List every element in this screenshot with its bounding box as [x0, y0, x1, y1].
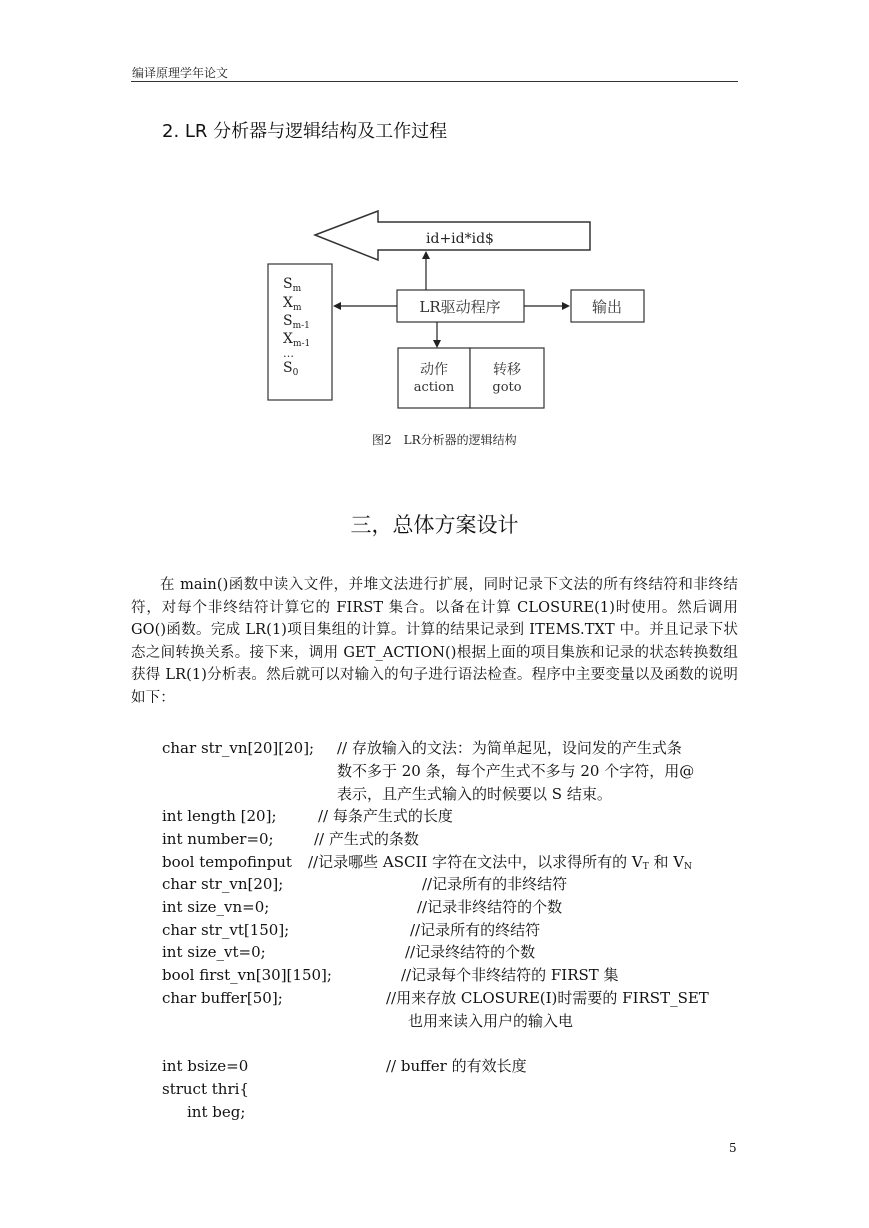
- code-line: bool tempofinput: [162, 853, 292, 871]
- code-comment: //记录非终结符的个数: [417, 898, 563, 916]
- code-comment: // buffer 的有效长度: [386, 1057, 527, 1075]
- goto-label: 转移: [493, 362, 521, 378]
- code-line: char str_vn[20][20];: [162, 739, 315, 757]
- output-label: 输出: [591, 298, 623, 316]
- stack-item-sm1: $S_{m-1}$: [283, 313, 310, 331]
- stack-item-s0: $S_0$: [283, 360, 299, 378]
- running-header: 编译原理学年论文: [132, 66, 229, 80]
- intro-paragraph: 在 main()函数中读入文件，并堆文法进行扩展，同时记录下文法的所有终结符和非终结符，对每个非终结符计算它的 FIRST 集合。以备在计算 CLOSURE(1)时使用。然后调用 GO()函数。完成 LR(1)项目集组的计算。计算的结果记录到 ITEMS.TXT 中。并且记录下状态之间转换关系。接下来，调用 GET_ACTION()根据上面的项目集族和记录的状态转换数组获得 LR(1)分析表。然后就可以对输入的句子进行语法检查。程序中主要变量以及函数的说明如下：: [131, 577, 738, 706]
- section-3-heading: 三，总体方案设计: [350, 513, 519, 537]
- driver-label: LR驱动程序: [419, 298, 501, 316]
- code-line: char str_vn[20];: [162, 875, 284, 893]
- code-line: int size_vn=0;: [162, 898, 270, 916]
- code-line: int number=0;: [162, 830, 274, 848]
- code-comment: //用来存放 CLOSURE(I)时需要的 FIRST_SET: [386, 989, 709, 1007]
- code-comment: //记录终结符的个数: [405, 943, 536, 961]
- code-comment: 数不多于 20 条，每个产生式不多与 20 个字符，用@: [337, 762, 695, 780]
- action-sublabel: action: [413, 380, 455, 395]
- stack-item-ellipsis: …: [283, 347, 294, 360]
- goto-box: [470, 348, 544, 408]
- code-comment: //记录所有的非终结符: [422, 875, 568, 893]
- code-comment: //记录哪些 ASCII 字符在文法中，以求得所有的 $V_T$ 和 $V_N$: [308, 853, 692, 872]
- stack-item-xm1: $X_{m-1}$: [283, 331, 311, 349]
- goto-sublabel: goto: [492, 380, 522, 395]
- input-string: id+id*id$: [426, 231, 494, 247]
- action-label: 动作: [420, 362, 448, 378]
- code-comment: //记录每个非终结符的 FIRST 集: [401, 966, 619, 984]
- stack-item-sm: $S_m$: [283, 276, 302, 294]
- code-line: int size_vt=0;: [162, 943, 266, 961]
- page-number: 5: [729, 1141, 737, 1155]
- code-line: int bsize=0: [162, 1057, 249, 1075]
- action-box: [398, 348, 470, 408]
- code-comment: // 产生式的条数: [314, 830, 419, 848]
- code-line: struct thri{: [162, 1080, 249, 1098]
- code-comment: 也用来读入用户的输入电: [408, 1012, 574, 1030]
- code-comment: // 每条产生式的长度: [318, 807, 453, 825]
- code-comment: 表示，且产生式输入的时候要以 S 结束。: [337, 785, 612, 803]
- code-line: bool first_vn[30][150];: [162, 966, 332, 984]
- code-line: int beg;: [187, 1103, 246, 1121]
- code-line: char buffer[50];: [162, 989, 283, 1007]
- code-comment: // 存放输入的文法：为简单起见，设问发的产生式条: [337, 739, 682, 757]
- code-line: int length [20];: [162, 807, 277, 825]
- code-comment: //记录所有的终结符: [410, 921, 541, 939]
- figure-caption: 图2 LR分析器的逻辑结构: [372, 433, 517, 447]
- section-2-heading: 2. LR 分析器与逻辑结构及工作过程: [162, 121, 448, 142]
- stack-item-xm: $X_m$: [283, 295, 302, 313]
- code-line: char str_vt[150];: [162, 921, 290, 939]
